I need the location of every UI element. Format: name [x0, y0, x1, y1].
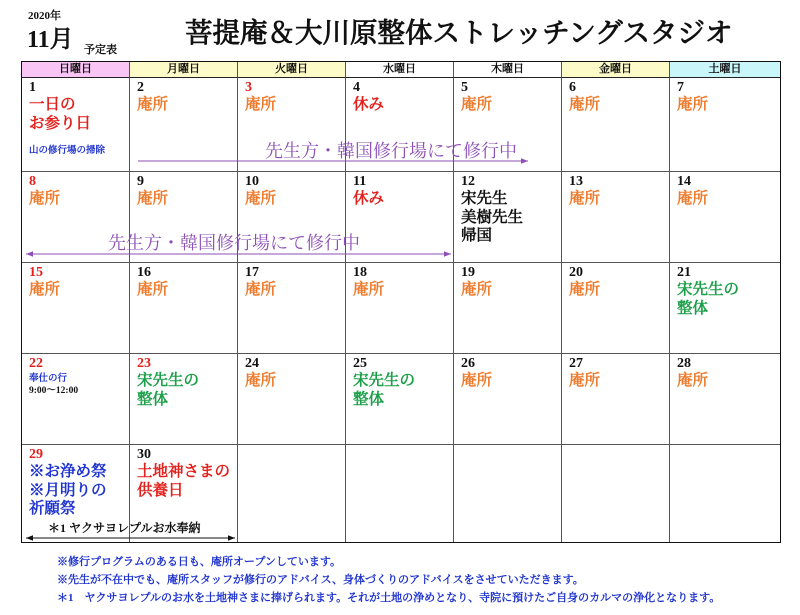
day-cell-28 — [670, 354, 780, 445]
day-number: 14 — [677, 174, 691, 189]
day-entry: 庵所 — [245, 281, 277, 298]
day-number: 27 — [569, 356, 583, 371]
day-entries — [353, 96, 384, 115]
day-entries — [353, 372, 415, 409]
day-entries — [245, 96, 276, 115]
day-number: 25 — [353, 356, 367, 371]
day-entries — [569, 190, 600, 209]
weekday-header-wed: 水曜日 — [346, 62, 454, 78]
day-number: 8 — [29, 174, 36, 189]
day-entry: 帰国 — [461, 227, 493, 244]
weekday-header-mon: 月曜日 — [130, 62, 238, 78]
weekday-header-thu: 木曜日 — [454, 62, 562, 78]
day-entry: 庵所 — [245, 190, 277, 207]
day-number: 7 — [677, 80, 684, 95]
day-cell-1 — [22, 78, 130, 172]
day-cell-24 — [238, 354, 346, 445]
footnote: ＊1 ヤクサヨレプルのお水を土地神さまに捧げられます。それが土地の浄めとなり、寺院に預けたご自身のカルマの浄化となります。 — [57, 592, 721, 604]
day-entries — [461, 281, 492, 300]
empty-day-cell — [670, 445, 780, 542]
day-entry: ※お浄め祭 — [29, 463, 107, 480]
day-entry: 庵所 — [569, 281, 601, 298]
day-cell-11 — [346, 172, 454, 263]
empty-day-cell — [562, 445, 670, 542]
day-cell-20 — [562, 263, 670, 354]
schedule-label: 予定表 — [84, 44, 117, 56]
weekday-header-sun: 日曜日 — [22, 62, 130, 78]
month-label: 11月 — [27, 27, 74, 53]
day-entry: 宋先生の — [677, 281, 740, 298]
day-entries — [677, 190, 708, 209]
day-entry: 庵所 — [245, 372, 277, 389]
day-entry: 供養日 — [137, 481, 184, 499]
day-number: 3 — [245, 80, 252, 95]
day-entries — [569, 372, 600, 391]
day-entries — [29, 281, 60, 300]
day-number: 16 — [137, 265, 151, 280]
day-entries — [245, 190, 276, 209]
span-label-week-5: ＊1 ヤクサヨレプルお水奉納 — [48, 521, 201, 535]
day-number: 24 — [245, 356, 259, 371]
day-entry: 休み — [353, 190, 385, 207]
day-number: 11 — [353, 174, 367, 189]
day-cell-7 — [670, 78, 780, 172]
day-entry: 整体 — [353, 390, 385, 408]
day-entry: 庵所 — [677, 96, 709, 113]
day-cell-19 — [454, 263, 562, 354]
day-entry: 庵所 — [245, 96, 277, 113]
day-entries — [29, 96, 91, 133]
day-entry: ※月明りの — [29, 481, 107, 499]
empty-day-cell — [238, 445, 346, 542]
day-entry: 整体 — [677, 299, 709, 317]
empty-day-cell — [454, 445, 562, 542]
day-entries — [461, 190, 523, 246]
day-number: 5 — [461, 80, 468, 95]
day-entry: 庵所 — [137, 190, 169, 207]
day-entries — [137, 96, 168, 115]
day-cell-27 — [562, 354, 670, 445]
day-cell-2 — [130, 78, 238, 172]
day-entry: 庵所 — [569, 372, 601, 389]
day-entry: 庵所 — [29, 190, 61, 207]
day-entries — [569, 281, 600, 300]
day-entry: 美樹先生 — [461, 208, 524, 226]
day-small-notes — [29, 373, 78, 397]
day-entry: 土地神さまの — [137, 463, 231, 480]
day-entry: 庵所 — [569, 190, 601, 207]
span-label-week-2: 先生方・韓国修行場にて修行中 — [108, 233, 360, 253]
day-entries — [137, 463, 230, 500]
day-entry: 整体 — [137, 390, 169, 408]
day-entries — [245, 281, 276, 300]
day-entry: 宋先生の — [353, 372, 416, 389]
day-small-note: 9:00～12:00 — [29, 386, 79, 396]
day-entries — [353, 190, 384, 209]
weekday-header-fri: 金曜日 — [562, 62, 670, 78]
day-cell-23 — [130, 354, 238, 445]
day-cell-22 — [22, 354, 130, 445]
day-entry: 庵所 — [353, 281, 385, 298]
day-number: 1 — [29, 80, 36, 95]
day-number: 26 — [461, 356, 475, 371]
day-number: 22 — [29, 356, 43, 371]
day-number: 10 — [245, 174, 259, 189]
day-number: 12 — [461, 174, 475, 189]
footnote: ※先生が不在中でも、庵所スタッフが修行のアドバイス、身体づくりのアドバイスをさせていただきます。 — [57, 574, 584, 586]
day-number: 19 — [461, 265, 475, 280]
day-entry: 一日の — [29, 96, 76, 113]
day-entries — [245, 372, 276, 391]
day-number: 21 — [677, 265, 691, 280]
day-entries — [353, 281, 384, 300]
day-entries — [677, 372, 708, 391]
day-number: 29 — [29, 447, 43, 462]
day-number: 6 — [569, 80, 576, 95]
day-entries — [29, 190, 60, 209]
day-entry: 庵所 — [569, 96, 601, 113]
day-entry: 庵所 — [29, 281, 61, 298]
day-cell-12 — [454, 172, 562, 263]
span-label-week-1: 先生方・韓国修行場にて修行中 — [265, 141, 517, 161]
day-entries — [677, 281, 739, 318]
day-cell-18 — [346, 263, 454, 354]
day-cell-15 — [22, 263, 130, 354]
footnote: ※修行プログラムのある日も、庵所オープンしています。 — [57, 556, 342, 568]
day-entry: 庵所 — [461, 96, 493, 113]
weekday-header-tue: 火曜日 — [238, 62, 346, 78]
year-label: 2020年 — [28, 10, 61, 22]
day-entries — [461, 372, 492, 391]
day-entry: 庵所 — [137, 96, 169, 113]
day-cell-13 — [562, 172, 670, 263]
day-cell-14 — [670, 172, 780, 263]
day-number: 23 — [137, 356, 151, 371]
day-number: 4 — [353, 80, 360, 95]
day-number: 18 — [353, 265, 367, 280]
day-entry: お参り日 — [29, 114, 92, 132]
day-entries — [569, 96, 600, 115]
day-entry: 休み — [353, 96, 385, 113]
day-number: 9 — [137, 174, 144, 189]
empty-day-cell — [346, 445, 454, 542]
calendar-grid — [21, 61, 781, 543]
day-footer-note: 山の修行場の掃除 — [29, 146, 106, 156]
day-small-note: 奉仕の行 — [29, 374, 68, 384]
day-entry: 宋先生 — [461, 190, 508, 207]
page-title: 菩提庵＆大川原整体ストレッチングスタジオ — [185, 17, 733, 48]
day-cell-25 — [346, 354, 454, 445]
day-number: 2 — [137, 80, 144, 95]
day-entry: 宋先生の — [137, 372, 200, 389]
day-cell-16 — [130, 263, 238, 354]
day-entries — [677, 96, 708, 115]
day-entry: 祈願祭 — [29, 500, 76, 517]
day-entries — [137, 372, 199, 409]
day-number: 20 — [569, 265, 583, 280]
day-entry: 庵所 — [677, 372, 709, 389]
day-number: 15 — [29, 265, 43, 280]
day-number: 13 — [569, 174, 583, 189]
day-entries — [29, 463, 107, 519]
day-entries — [461, 96, 492, 115]
day-entry: 庵所 — [461, 372, 493, 389]
day-number: 28 — [677, 356, 691, 371]
day-cell-17 — [238, 263, 346, 354]
day-entry: 庵所 — [677, 190, 709, 207]
day-cell-26 — [454, 354, 562, 445]
day-number: 30 — [137, 447, 151, 462]
day-entries — [137, 281, 168, 300]
day-entry: 庵所 — [137, 281, 169, 298]
day-cell-21 — [670, 263, 780, 354]
day-cell-6 — [562, 78, 670, 172]
day-entry: 庵所 — [461, 281, 493, 298]
day-entries — [137, 190, 168, 209]
weekday-header-sat: 土曜日 — [670, 62, 780, 78]
day-number: 17 — [245, 265, 259, 280]
